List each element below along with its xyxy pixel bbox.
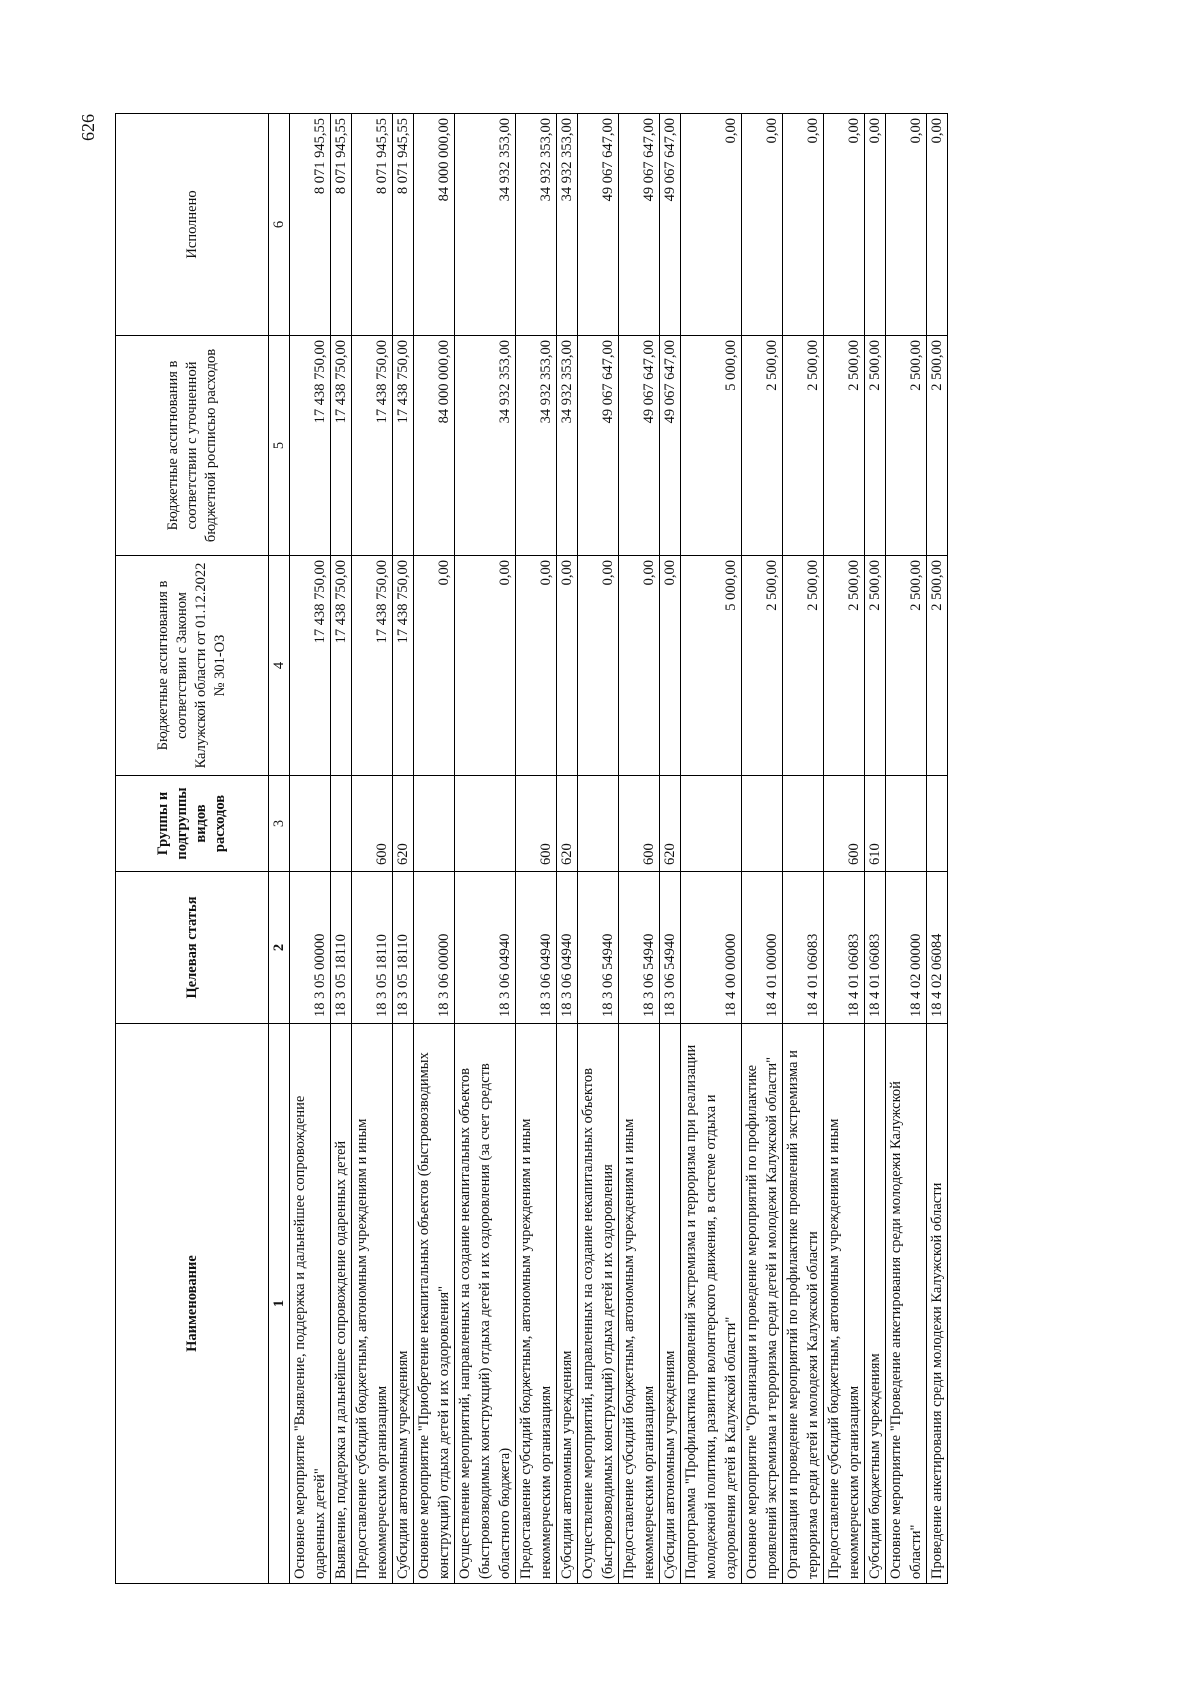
row-executed-amount: 34 932 353,00 <box>516 114 557 336</box>
row-executed-amount: 0,00 <box>742 114 783 336</box>
row-name: Основное мероприятие "Проведение анкетирования среди молодежи Калужской области" <box>886 1024 927 1584</box>
row-target-code: 18 3 05 00000 <box>290 872 331 1024</box>
row-group-code <box>927 776 948 872</box>
row-law-amount: 5 000,00 <box>681 556 742 776</box>
column-number-row <box>269 114 290 1584</box>
row-law-amount: 17 438 750,00 <box>352 556 393 776</box>
row-executed-amount: 0,00 <box>681 114 742 336</box>
table-row <box>824 114 865 1584</box>
row-law-amount: 0,00 <box>516 556 557 776</box>
row-budget-amount: 17 438 750,00 <box>331 336 352 556</box>
row-target-code: 18 3 06 54940 <box>619 872 660 1024</box>
table-row <box>414 114 455 1584</box>
row-group-code: 600 <box>352 776 393 872</box>
row-law-amount: 0,00 <box>660 556 681 776</box>
row-target-code: 18 3 05 18110 <box>352 872 393 1024</box>
row-target-code: 18 4 02 06084 <box>927 872 948 1024</box>
row-target-code: 18 4 02 00000 <box>886 872 927 1024</box>
row-name: Осуществление мероприятий, направленных на создание некапитальных объектов (быстровозводимых конструкций) отдыха детей и их оздоровления <box>578 1024 619 1584</box>
row-target-code: 18 3 06 54940 <box>578 872 619 1024</box>
row-law-amount: 2 500,00 <box>742 556 783 776</box>
row-group-code: 600 <box>516 776 557 872</box>
row-name: Предоставление субсидий бюджетным, автономным учреждениям и иным некоммерческим организациям <box>516 1024 557 1584</box>
row-name: Субсидии автономным учреждениям <box>393 1024 414 1584</box>
column-number: 1 <box>269 1024 290 1584</box>
row-budget-amount: 34 932 353,00 <box>516 336 557 556</box>
header-group: Группы и подгруппы видов расходов <box>116 776 269 872</box>
row-group-code: 620 <box>557 776 578 872</box>
row-target-code: 18 4 00 00000 <box>681 872 742 1024</box>
row-law-amount: 2 500,00 <box>783 556 824 776</box>
row-law-amount: 0,00 <box>619 556 660 776</box>
row-budget-amount: 34 932 353,00 <box>557 336 578 556</box>
row-target-code: 18 3 06 04940 <box>516 872 557 1024</box>
row-law-amount: 0,00 <box>557 556 578 776</box>
row-budget-amount: 84 000 000,00 <box>414 336 455 556</box>
header-target: Целевая статья <box>116 872 269 1024</box>
row-law-amount: 0,00 <box>578 556 619 776</box>
table-row <box>865 114 886 1584</box>
row-executed-amount: 0,00 <box>886 114 927 336</box>
row-group-code <box>681 776 742 872</box>
row-budget-amount: 17 438 750,00 <box>393 336 414 556</box>
table-row <box>619 114 660 1584</box>
budget-table <box>115 113 948 1584</box>
table-row <box>660 114 681 1584</box>
row-law-amount: 17 438 750,00 <box>290 556 331 776</box>
header-row <box>116 114 269 1584</box>
table-body <box>290 114 948 1584</box>
row-name: Субсидии автономным учреждениям <box>660 1024 681 1584</box>
row-budget-amount: 49 067 647,00 <box>619 336 660 556</box>
row-name: Основное мероприятие "Организация и проведение мероприятий по профилактике проявлений экстремизма и терроризма среди детей и молодежи Калужской области" <box>742 1024 783 1584</box>
row-name: Предоставление субсидий бюджетным, автономным учреждениям и иным некоммерческим организациям <box>619 1024 660 1584</box>
row-target-code: 18 4 01 06083 <box>783 872 824 1024</box>
table-row <box>393 114 414 1584</box>
row-group-code: 610 <box>865 776 886 872</box>
row-group-code: 620 <box>660 776 681 872</box>
row-group-code <box>414 776 455 872</box>
page-number: 626 <box>78 114 98 141</box>
row-budget-amount: 49 067 647,00 <box>660 336 681 556</box>
header-budget: Бюджетные ассигнования в соответствии с уточненной бюджетной росписью расходов <box>116 336 269 556</box>
row-executed-amount: 49 067 647,00 <box>660 114 681 336</box>
row-executed-amount: 8 071 945,55 <box>393 114 414 336</box>
row-target-code: 18 4 01 00000 <box>742 872 783 1024</box>
row-target-code: 18 3 06 54940 <box>660 872 681 1024</box>
row-law-amount: 2 500,00 <box>824 556 865 776</box>
row-law-amount: 2 500,00 <box>886 556 927 776</box>
row-law-amount: 2 500,00 <box>927 556 948 776</box>
row-executed-amount: 34 932 353,00 <box>455 114 516 336</box>
row-name: Проведение анкетирования среди молодежи Калужской области <box>927 1024 948 1584</box>
row-budget-amount: 34 932 353,00 <box>455 336 516 556</box>
row-budget-amount: 17 438 750,00 <box>352 336 393 556</box>
row-group-code <box>331 776 352 872</box>
row-group-code <box>455 776 516 872</box>
row-group-code <box>578 776 619 872</box>
row-executed-amount: 49 067 647,00 <box>619 114 660 336</box>
table-row <box>742 114 783 1584</box>
row-name: Предоставление субсидий бюджетным, автономным учреждениям и иным некоммерческим организациям <box>824 1024 865 1584</box>
column-number: 4 <box>269 556 290 776</box>
row-group-code <box>290 776 331 872</box>
row-name: Подпрограмма "Профилактика проявлений экстремизма и терроризма при реализации молодежной политики, развитии волонтерского движения, в системе отдыха и оздоровления детей в Калужской области" <box>681 1024 742 1584</box>
row-group-code <box>783 776 824 872</box>
row-budget-amount: 2 500,00 <box>886 336 927 556</box>
column-number: 3 <box>269 776 290 872</box>
row-target-code: 18 3 05 18110 <box>331 872 352 1024</box>
header-executed: Исполнено <box>116 114 269 336</box>
row-executed-amount: 0,00 <box>783 114 824 336</box>
row-law-amount: 0,00 <box>414 556 455 776</box>
row-group-code <box>742 776 783 872</box>
row-budget-amount: 2 500,00 <box>824 336 865 556</box>
row-executed-amount: 8 071 945,55 <box>331 114 352 336</box>
row-executed-amount: 0,00 <box>865 114 886 336</box>
table-row <box>516 114 557 1584</box>
row-target-code: 18 3 06 04940 <box>455 872 516 1024</box>
row-budget-amount: 5 000,00 <box>681 336 742 556</box>
row-group-code: 620 <box>393 776 414 872</box>
table-row <box>783 114 824 1584</box>
row-executed-amount: 0,00 <box>927 114 948 336</box>
row-target-code: 18 3 05 18110 <box>393 872 414 1024</box>
row-budget-amount: 17 438 750,00 <box>290 336 331 556</box>
row-target-code: 18 4 01 06083 <box>865 872 886 1024</box>
row-executed-amount: 84 000 000,00 <box>414 114 455 336</box>
row-law-amount: 0,00 <box>455 556 516 776</box>
header-name: Наименование <box>116 1024 269 1584</box>
row-name: Организация и проведение мероприятий по профилактике проявлений экстремизма и терроризма среди детей и молодежи Калужской области <box>783 1024 824 1584</box>
row-group-code: 600 <box>619 776 660 872</box>
row-group-code <box>886 776 927 872</box>
row-target-code: 18 4 01 06083 <box>824 872 865 1024</box>
row-executed-amount: 8 071 945,55 <box>352 114 393 336</box>
row-target-code: 18 3 06 00000 <box>414 872 455 1024</box>
table-row <box>578 114 619 1584</box>
row-name: Предоставление субсидий бюджетным, автономным учреждениям и иным некоммерческим организациям <box>352 1024 393 1584</box>
row-name: Субсидии автономным учреждениям <box>557 1024 578 1584</box>
row-budget-amount: 2 500,00 <box>742 336 783 556</box>
row-name: Выявление, поддержка и дальнейшее сопровождение одаренных детей <box>331 1024 352 1584</box>
row-budget-amount: 2 500,00 <box>927 336 948 556</box>
table-row <box>927 114 948 1584</box>
column-number: 2 <box>269 872 290 1024</box>
table-row <box>290 114 331 1584</box>
row-law-amount: 2 500,00 <box>865 556 886 776</box>
table-row <box>455 114 516 1584</box>
table-row <box>331 114 352 1584</box>
table-row <box>557 114 578 1584</box>
row-law-amount: 17 438 750,00 <box>393 556 414 776</box>
column-number: 6 <box>269 114 290 336</box>
row-budget-amount: 2 500,00 <box>783 336 824 556</box>
row-name: Субсидии бюджетным учреждениям <box>865 1024 886 1584</box>
row-budget-amount: 49 067 647,00 <box>578 336 619 556</box>
row-name: Основное мероприятие "Приобретение некапитальных объектов (быстровозводимых конструкций) отдыха детей и их оздоровления" <box>414 1024 455 1584</box>
table-row <box>886 114 927 1584</box>
row-budget-amount: 2 500,00 <box>865 336 886 556</box>
header-law: Бюджетные ассигнования в соответствии с Законом Калужской области от 01.12.2022 № 301-ОЗ <box>116 556 269 776</box>
column-number: 5 <box>269 336 290 556</box>
row-name: Основное мероприятие "Выявление, поддержка и дальнейшее сопровождение одаренных детей" <box>290 1024 331 1584</box>
row-executed-amount: 49 067 647,00 <box>578 114 619 336</box>
row-target-code: 18 3 06 04940 <box>557 872 578 1024</box>
row-executed-amount: 0,00 <box>824 114 865 336</box>
row-executed-amount: 8 071 945,55 <box>290 114 331 336</box>
row-law-amount: 17 438 750,00 <box>331 556 352 776</box>
table-row <box>681 114 742 1584</box>
row-group-code: 600 <box>824 776 865 872</box>
table-row <box>352 114 393 1584</box>
row-executed-amount: 34 932 353,00 <box>557 114 578 336</box>
row-name: Осуществление мероприятий, направленных на создание некапитальных объектов (быстровозводимых конструкций) отдыха детей и их оздоровления (за счет средств областного бюджета) <box>455 1024 516 1584</box>
